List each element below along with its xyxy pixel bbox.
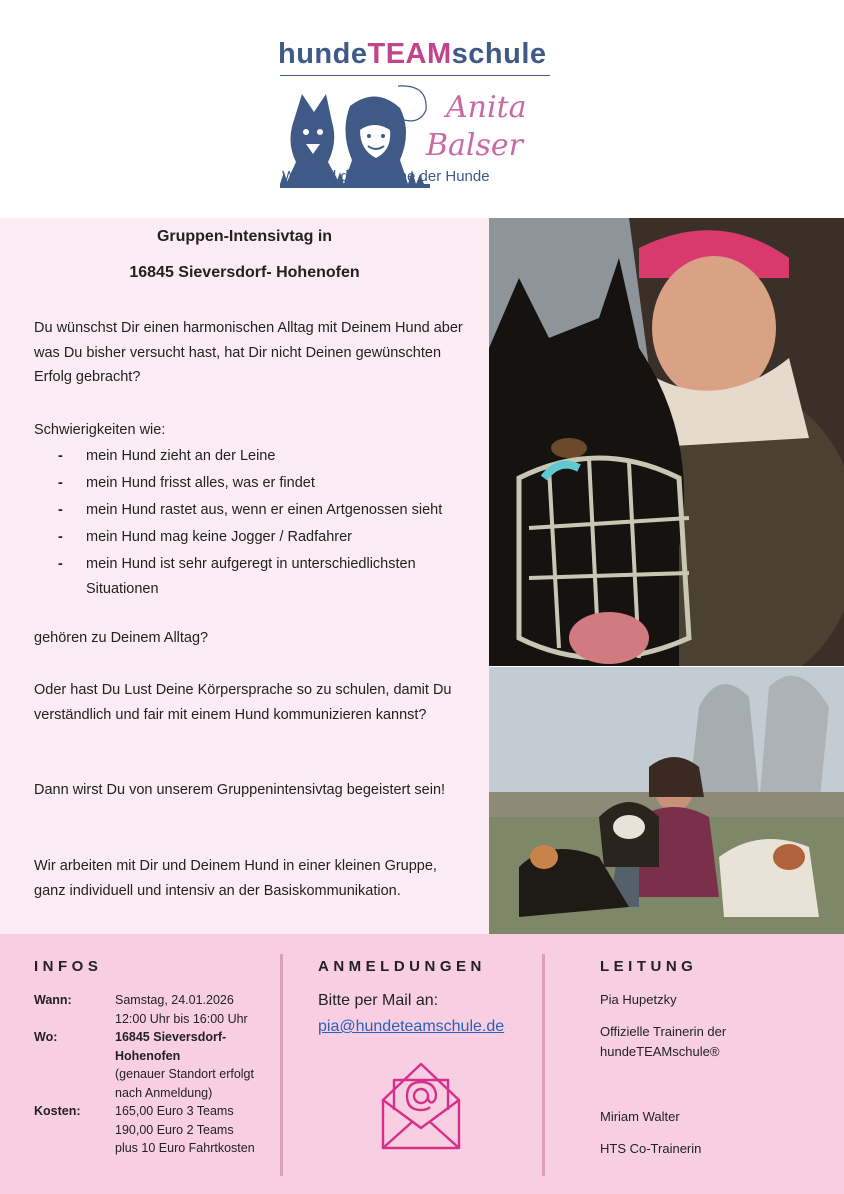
list-item <box>34 498 464 523</box>
photo-trainer-with-two-dogs-image <box>489 667 844 934</box>
registration-email-link[interactable]: pia@hundeteamschule.de <box>318 1018 505 1035</box>
where-note2: nach Anmeldung) <box>115 1085 213 1100</box>
cost-value <box>115 1102 285 1158</box>
logo <box>270 28 560 196</box>
leadership-heading: LEITUNG <box>600 958 698 975</box>
difficulties-closing: gehören zu Deinem Alltag? <box>34 630 209 646</box>
when-value <box>115 991 285 1028</box>
cost-label: Kosten: <box>34 1104 81 1118</box>
info-footer <box>0 934 844 1194</box>
signature-last-name: Balser <box>426 128 524 163</box>
difficulties-list <box>34 444 464 604</box>
brand-team: TEAM <box>367 38 452 70</box>
approach-paragraph: Wir arbeiten mit Dir und Deinem Hund in einer kleinen Gruppe, ganz individuell und intensiv an der Basiskommunikation. <box>34 858 437 899</box>
list-item <box>34 552 464 602</box>
dash-bullet-icon: - <box>58 556 63 572</box>
trainer1-role-line2: hundeTEAMschule® <box>600 1044 720 1059</box>
column-divider <box>542 954 545 1176</box>
where-note1: (genauer Standort erfolgt <box>115 1067 254 1081</box>
dash-bullet-icon: - <box>58 502 63 518</box>
where-line1: 16845 Sieversdorf- <box>115 1030 227 1044</box>
event-description-panel <box>0 218 489 934</box>
where-line2: Hohenofen <box>115 1048 181 1063</box>
trainer1-name: Pia Hupetzky <box>600 992 677 1007</box>
column-divider <box>280 954 283 1176</box>
list-item <box>34 471 464 496</box>
trainer2-role: HTS Co-Trainerin <box>600 1141 702 1156</box>
info-when-row <box>34 991 294 1031</box>
list-item <box>34 525 464 550</box>
brand-prefix: hunde <box>278 38 368 70</box>
list-item-text: mein Hund frisst alles, was er findet <box>86 475 315 491</box>
dash-bullet-icon: - <box>58 475 63 491</box>
info-cost-row <box>34 1102 294 1162</box>
photo-trainer-with-muzzled-dog <box>489 218 844 666</box>
list-item-text: mein Hund rastet aus, wenn er einen Artgenossen sieht <box>86 502 443 518</box>
enthusiasm-paragraph: Dann wirst Du von unserem Gruppenintensivtag begeistert sein! <box>34 782 446 798</box>
registration-heading: ANMELDUNGEN <box>318 958 486 975</box>
dash-bullet-icon: - <box>58 529 63 545</box>
trainer1-role-line1: Offizielle Trainerin der <box>600 1024 727 1039</box>
where-label: Wo: <box>34 1030 58 1044</box>
signature-first-name: Anita <box>446 90 527 125</box>
photo-trainer-with-two-dogs <box>489 667 844 934</box>
when-time: 12:00 Uhr bis 16:00 Uhr <box>115 1011 248 1026</box>
info-where-row <box>34 1028 294 1104</box>
photo-trainer-with-muzzled-dog-image <box>489 218 844 666</box>
body-language-paragraph: Oder hast Du Lust Deine Körpersprache so zu schulen, damit Du verständlich und fair mit einem Hund kommunizieren kannst? <box>34 682 452 723</box>
trainer1-role <box>600 1022 820 1062</box>
trainer2-name: Miriam Walter <box>600 1109 680 1124</box>
logo-rule <box>280 75 550 76</box>
cost-line2: 190,00 Euro 2 Teams <box>115 1122 234 1137</box>
difficulties-heading: Schwierigkeiten wie: <box>34 422 166 438</box>
event-title-line1: Gruppen-Intensivtag in <box>156 228 333 245</box>
infos-heading: INFOS <box>34 958 103 975</box>
where-value <box>115 1028 285 1102</box>
event-title-line2: 16845 Sieversdorf- Hohenofen <box>129 264 360 281</box>
list-item-text: mein Hund mag keine Jogger / Radfahrer <box>86 529 352 545</box>
cost-line1: 165,00 Euro 3 Teams <box>115 1104 234 1118</box>
list-item-text: mein Hund zieht an der Leine <box>86 448 276 464</box>
brand-suffix: schule <box>451 38 547 70</box>
cost-line3: plus 10 Euro Fahrtkosten <box>115 1141 255 1155</box>
when-date: Samstag, 24.01.2026 <box>115 993 234 1007</box>
registration-text: Bitte per Mail an: <box>318 992 439 1009</box>
brand-wordmark <box>278 38 547 71</box>
intro-paragraph: Du wünschst Dir einen harmonischen Alltag mit Deinem Hund aber was Du bisher versucht hast, hat Dir nicht Deinen gewünschten Erfolg gebracht? <box>34 320 463 385</box>
mail-envelope-icon <box>380 1060 462 1152</box>
dash-bullet-icon: - <box>58 448 63 464</box>
list-item-text: mein Hund ist sehr aufgeregt in unterschiedlichsten Situationen <box>86 556 416 597</box>
when-label: Wann: <box>34 993 72 1007</box>
slogan: Wir sind die Stimme der Hunde <box>282 168 490 185</box>
list-item <box>34 444 464 469</box>
